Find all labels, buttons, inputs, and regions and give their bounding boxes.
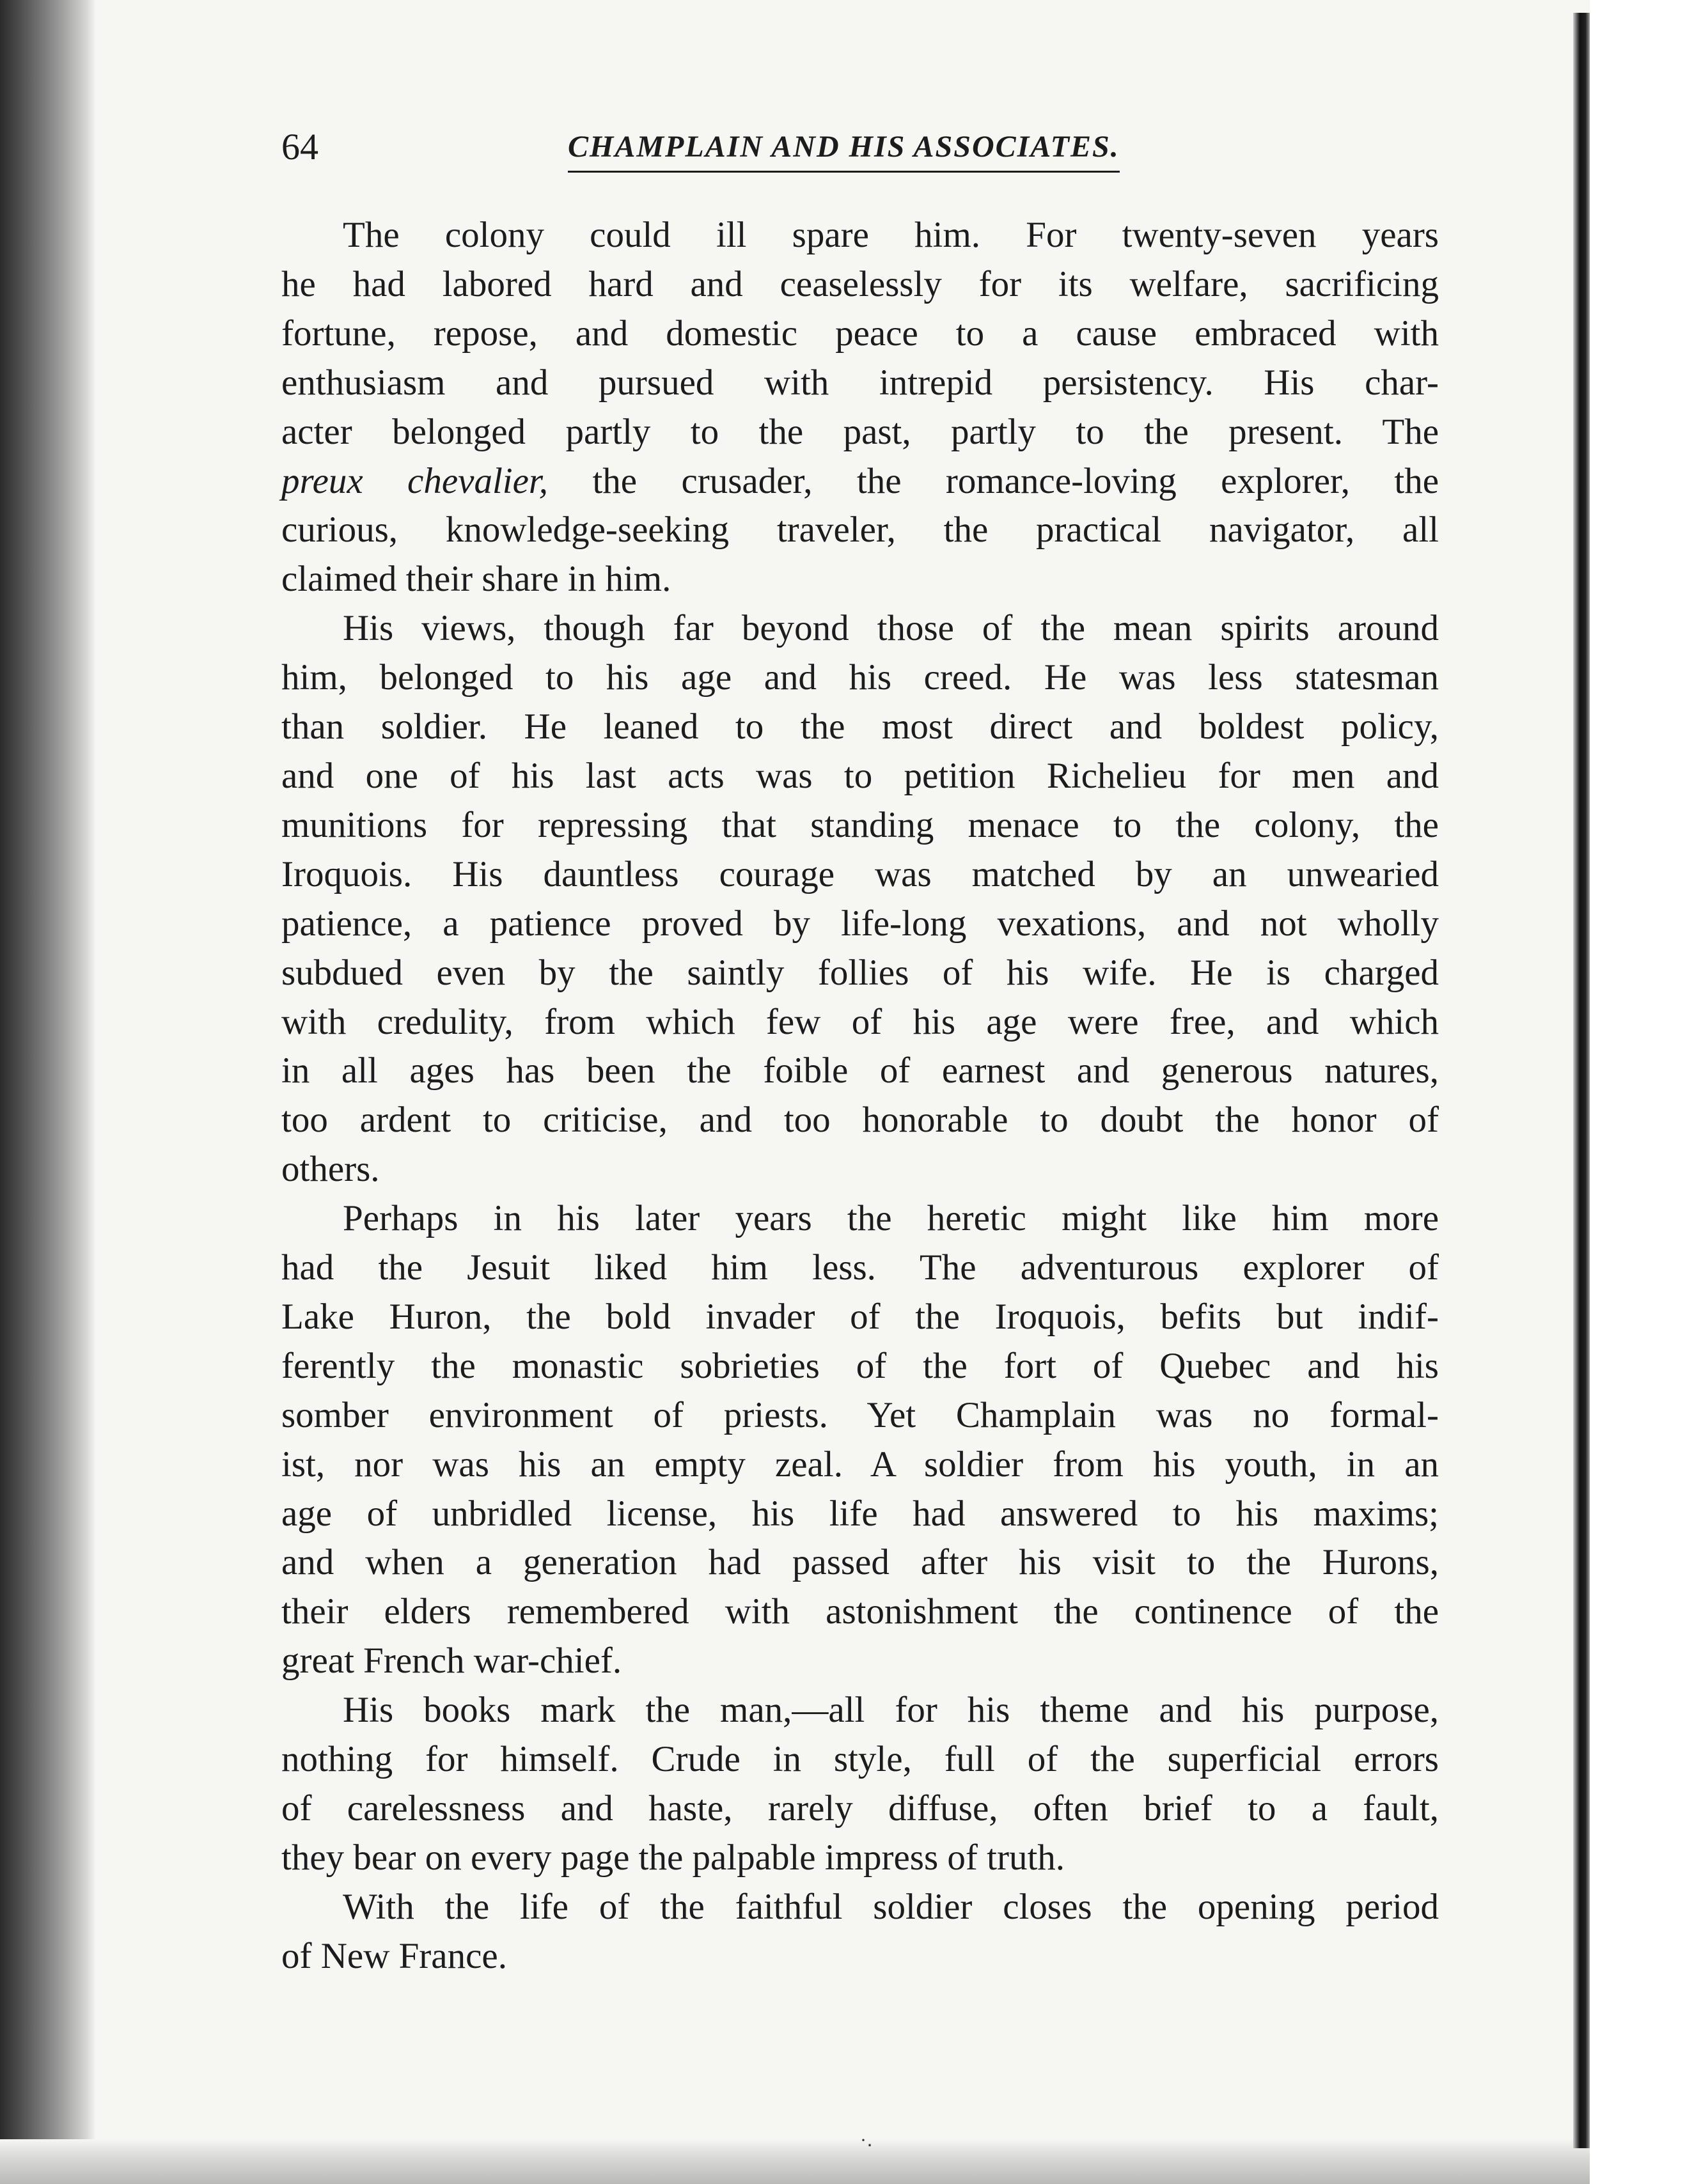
facing-page-edge [1590, 0, 1701, 2184]
text-line: ferently the monastic sobrieties of the fort of Quebec and his [281, 1345, 1439, 1386]
text-line: acter belonged partly to the past, partly to the present. The [281, 411, 1439, 452]
text-line-with-italic [281, 457, 1439, 506]
paragraph-2 [281, 604, 1439, 1194]
italic-phrase: preux chevalier, [281, 460, 549, 501]
text-line: Iroquois. His dauntless courage was matched by an unwearied [281, 854, 1439, 894]
scan-shadow-bottom [0, 2139, 1701, 2184]
text-line: he had labored hard and ceaselessly for its welfare, sacrificing [281, 263, 1439, 304]
text-line: His views, though far beyond those of the mean spirits around [343, 608, 1439, 649]
page-header [281, 125, 1445, 169]
running-title: CHAMPLAIN AND HIS ASSOCIATES. [568, 125, 1120, 173]
text-line: with credulity, from which few of his age were free, and which [281, 1001, 1439, 1042]
text-line: ist, nor was his an empty zeal. A soldier from his youth, in an [281, 1444, 1439, 1485]
text-line: they bear on every page the palpable impress of truth. [281, 1837, 1065, 1878]
text-line: nothing for himself. Crude in style, full of the superficial errors [281, 1739, 1439, 1780]
text-line: others. [281, 1149, 380, 1190]
paragraph-1 [281, 211, 1439, 604]
text-line: enthusiasm and pursued with intrepid persistency. His char- [281, 362, 1439, 403]
text-line: patience, a patience proved by life-long vexations, and not wholly [281, 903, 1439, 944]
paragraph-3 [281, 1194, 1439, 1686]
text-line: of New France. [281, 1935, 507, 1976]
text-line: somber environment of priests. Yet Champlain was no formal- [281, 1394, 1439, 1435]
paragraph-4 [281, 1686, 1439, 1883]
text-line: curious, knowledge-seeking traveler, the practical navigator, all [281, 510, 1439, 550]
text-line: of carelessness and haste, rarely diffuse, often brief to a fault, [281, 1788, 1439, 1829]
text-line: fortune, repose, and domestic peace to a cause embraced with [281, 313, 1439, 354]
page-number: 64 [281, 126, 318, 168]
text-line: him, belonged to his age and his creed. He was less statesman [281, 657, 1439, 698]
scan-shadow-left [0, 0, 96, 2184]
body-text [281, 211, 1439, 1981]
text-line: great French war-chief. [281, 1641, 622, 1681]
text-line: and one of his last acts was to petition Richelieu for men and [281, 755, 1439, 796]
printer-mark: ·․ [860, 2130, 874, 2151]
text-line: in all ages has been the foible of earnest and generous natures, [281, 1050, 1439, 1091]
text-line: His books mark the man,—all for his theme and his purpose, [343, 1690, 1439, 1731]
text-line: than soldier. He leaned to the most direct and boldest policy, [281, 706, 1439, 747]
text-line: Lake Huron, the bold invader of the Iroquois, befits but indif- [281, 1296, 1439, 1337]
text-line: claimed their share in him. [281, 559, 671, 600]
text-line: munitions for repressing that standing menace to the colony, the [281, 804, 1439, 845]
text-line: their elders remembered with astonishment the continence of the [281, 1591, 1439, 1632]
text-line: With the life of the faithful soldier closes the opening period [343, 1886, 1439, 1927]
text-line: age of unbridled license, his life had answered to his maxims; [281, 1493, 1439, 1534]
text-line: had the Jesuit liked him less. The adventurous explorer of [281, 1247, 1439, 1288]
page-gutter [1573, 13, 1590, 2148]
text-line: The colony could ill spare him. For twenty-seven years [343, 215, 1439, 255]
text-line: and when a generation had passed after his visit to the Hurons, [281, 1542, 1439, 1583]
text-line: too ardent to criticise, and too honorable to doubt the honor of [281, 1100, 1439, 1141]
text-line: Perhaps in his later years the heretic might like him more [343, 1198, 1439, 1239]
text-line-rest: the crusader, the romance-loving explorer, the [592, 460, 1439, 501]
paragraph-5 [281, 1883, 1439, 1981]
text-line: subdued even by the saintly follies of his wife. He is charged [281, 952, 1439, 993]
